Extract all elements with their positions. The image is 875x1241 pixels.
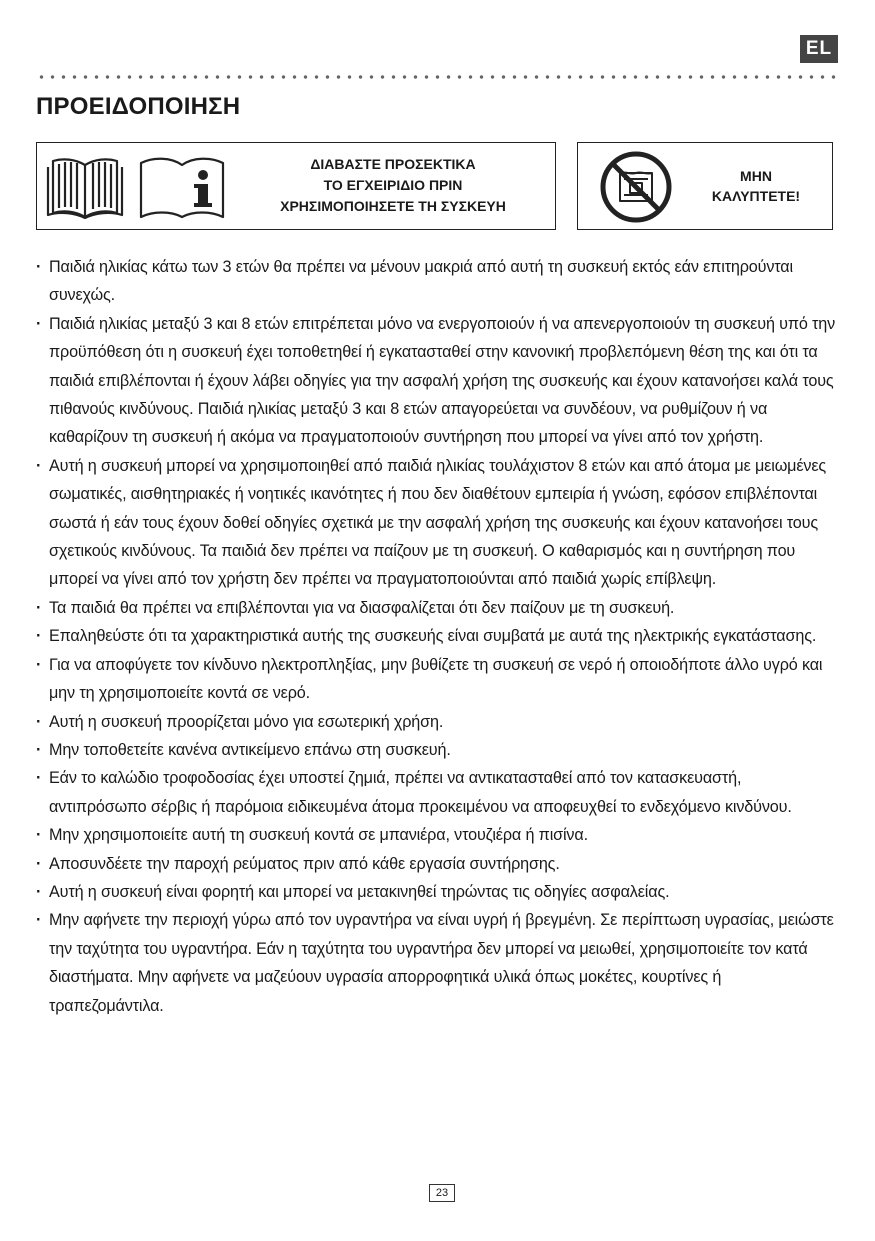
warning-item: · Μην τοποθετείτε κανένα αντικείμενο επάνω στη συσκευή.: [36, 736, 836, 764]
page-number: 23: [429, 1184, 455, 1202]
warning-item: · Εάν το καλώδιο τροφοδοσίας έχει υποστεί ζημιά, πρέπει να αντικατασταθεί από τον κατασκευαστή, αντιπρόσωπο σέρβις ή παρόμοια ειδικευμένα άτομα προκειμένου να αποφευχθεί το ενδεχόμενο κινδύνου.: [36, 764, 836, 821]
do-not-cover-icon: [600, 151, 672, 223]
warnings-list: [36, 253, 836, 1020]
warning-item: · Αυτή η συσκευή είναι φορητή και μπορεί να μετακινηθεί τηρώντας τις οδηγίες ασφαλείας.: [36, 878, 836, 906]
read-manual-line: ΤΟ ΕΓΧΕΙΡΙΔΙΟ ΠΡΙΝ: [323, 177, 463, 193]
warning-item: · Μην χρησιμοποιείτε αυτή τη συσκευή κοντά σε μπανιέρα, ντουζιέρα ή πισίνα.: [36, 821, 836, 849]
warning-item: · Τα παιδιά θα πρέπει να επιβλέπονται για να διασφαλίζεται ότι δεν παίζουν με τη συσκευή.: [36, 594, 836, 622]
do-not-cover-text: [686, 166, 826, 206]
warning-item: · Για να αποφύγετε τον κίνδυνο ηλεκτροπληξίας, μην βυθίζετε τη συσκευή σε νερό ή οποιοδήποτε άλλο υγρό και μην τη χρησιμοποιείτε κοντά σε νερό.: [36, 651, 836, 708]
warning-item: · Παιδιά ηλικίας μεταξύ 3 και 8 ετών επιτρέπεται μόνο να ενεργοποιούν ή να απενεργοποιούν τη συσκευή υπό την προϋπόθεση ότι η συσκευή έχει τοποθετηθεί ή εγκατασταθεί στην κανονική προβλεπόμενη θέση της και ότι τα παιδιά επιβλέπονται ή έχουν λάβει οδηγίες για την ασφαλή χρήση της συσκευής και έχουν κατανοήσει καλά τους πιθανούς κινδύνους. Παιδιά ηλικίας μεταξύ 3 και 8 ετών απαγορεύεται να συνδέουν, να ρυθμίζουν ή να καθαρίζουν τη συσκευή ή ακόμα να πραγματοποιούν συντήρηση που μπορεί να γίνει από τον χρήστη.: [36, 310, 836, 452]
do-not-cover-line: ΜΗΝ: [740, 168, 772, 184]
info-manual-icon: [137, 153, 227, 219]
warning-item: · Αποσυνδέετε την παροχή ρεύματος πριν από κάθε εργασία συντήρησης.: [36, 850, 836, 878]
warning-item: · Επαληθεύστε ότι τα χαρακτηριστικά αυτής της συσκευής είναι συμβατά με αυτά της ηλεκτρικής εγκατάστασης.: [36, 622, 836, 650]
read-manual-text: [243, 154, 543, 217]
do-not-cover-line: ΚΑΛΥΠΤΕΤΕ!: [711, 188, 801, 204]
page-title: ΠΡΟΕΙΔΟΠΟΙΗΣΗ: [36, 93, 241, 120]
read-manual-notice: [36, 142, 556, 230]
dotted-divider: [36, 74, 840, 80]
warning-item: · Μην αφήνετε την περιοχή γύρω από τον υγραντήρα να είναι υγρή ή βρεγμένη. Σε περίπτωση υγρασίας, μειώστε την ταχύτητα του υγραντήρα. Εάν η ταχύτητα του υγραντήρα δεν μπορεί να μειωθεί, χρησιμοποιείτε τον κατά διαστήματα. Μην αφήνετε να μαζεύουν υγρασία απορροφητικά υλικά όπως μοκέτες, κουρτίνες ή τραπεζομάντιλα.: [36, 906, 836, 1020]
read-manual-line: ΧΡΗΣΙΜΟΠΟΙΗΣΕΤΕ ΤΗ ΣΥΣΚΕΥΗ: [280, 198, 506, 214]
open-book-icon: [45, 153, 125, 219]
language-badge: EL: [800, 35, 838, 63]
read-manual-line: ΔΙΑΒΑΣΤΕ ΠΡΟΣΕΚΤΙΚΑ: [310, 156, 476, 172]
warning-item: · Αυτή η συσκευή μπορεί να χρησιμοποιηθεί από παιδιά ηλικίας τουλάχιστον 8 ετών και από άτομα με μειωμένες σωματικές, αισθητηριακές ή νοητικές ικανότητες ή που δεν διαθέτουν εμπειρία ή γνώση, εφόσον επιβλέπονται σωστά ή εάν τους έχουν δοθεί οδηγίες σχετικά με την ασφαλή χρήση της συσκευής και έχουν κατανοήσει τους σχετικούς κινδύνους. Τα παιδιά δεν πρέπει να παίζουν με τη συσκευή. Ο καθαρισμός και η συντήρηση που μπορεί να γίνει από τον χρήστη δεν πρέπει να πραγματοποιούνται από παιδιά χωρίς επίβλεψη.: [36, 452, 836, 594]
warning-item: · Αυτή η συσκευή προορίζεται μόνο για εσωτερική χρήση.: [36, 708, 836, 736]
warning-item: · Παιδιά ηλικίας κάτω των 3 ετών θα πρέπει να μένουν μακριά από αυτή τη συσκευή εκτός εάν επιτηρούνται συνεχώς.: [36, 253, 836, 310]
do-not-cover-notice: [577, 142, 833, 230]
